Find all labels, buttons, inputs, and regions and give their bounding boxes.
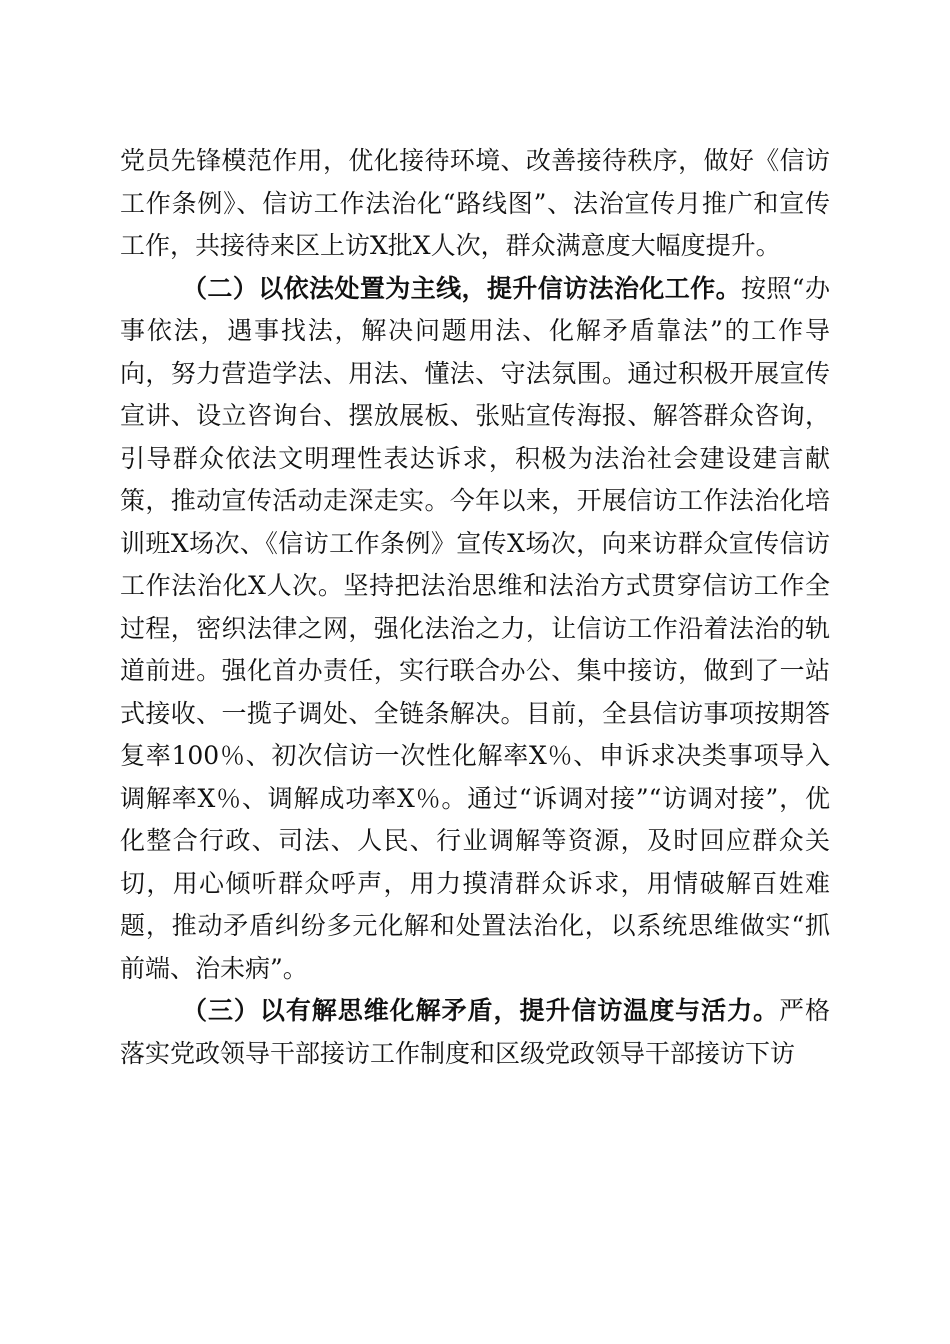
document-body bbox=[120, 140, 830, 1075]
paragraph-continued bbox=[120, 140, 830, 268]
section-three-paragraph bbox=[120, 990, 830, 1075]
section-two-paragraph bbox=[120, 268, 830, 991]
section-three-heading: （三）以有解思维化解矛盾，提升信访温度与活力。 bbox=[182, 996, 780, 1025]
paragraph-text: 党员先锋模范作用，优化接待环境、改善接待秩序，做好《信访工作条例》、信访工作法治化“路线图”、法治宣传月推广和宣传工作，共接待来区上访X批X人次，群众满意度大幅度提升。 bbox=[120, 146, 830, 260]
section-three-text: 严格落实党政领导干部接访工作制度和区级党政领导干部接访下访 bbox=[120, 996, 830, 1068]
section-two-heading: （二）以依法处置为主线，提升信访法治化工作。 bbox=[182, 273, 741, 303]
section-two-text: 按照“办事依法，遇事找法，解决问题用法、化解矛盾靠法”的工作导向，努力营造学法、用法、懂法、守法氛围。通过积极开展宣传宣讲、设立咨询台、摆放展板、张贴宣传海报、解答群众咨询，引导群众依法文明理性表达诉求，积极为法治社会建设建言献策，推动宣传活动走深走实。今年以来，开展信访工作法治化培训班X场次、《信访工作条例》宣传X场次，向来访群众宣传信访工作法治化X人次。坚持把法治思维和法治方式贯穿信访工作全过程，密织法律之网，强化法治之力，让信访工作沿着法治的轨道前进。强化首办责任，实行联合办公、集中接访，做到了一站式接收、一揽子调处、全链条解决。目前，全县信访事项按期答复率100％、初次信访一次性化解率X％、申诉求决类事项导入调解率X％、调解成功率X％。通过“诉调对接”“访调对接”，优化整合行政、司法、人民、行业调解等资源，及时回应群众关切，用心倾听群众呼声，用力摸清群众诉求，用情破解百姓难题，推动矛盾纠纷多元化解和处置法治化，以系统思维做实“抓前端、治未病”。 bbox=[120, 273, 830, 983]
